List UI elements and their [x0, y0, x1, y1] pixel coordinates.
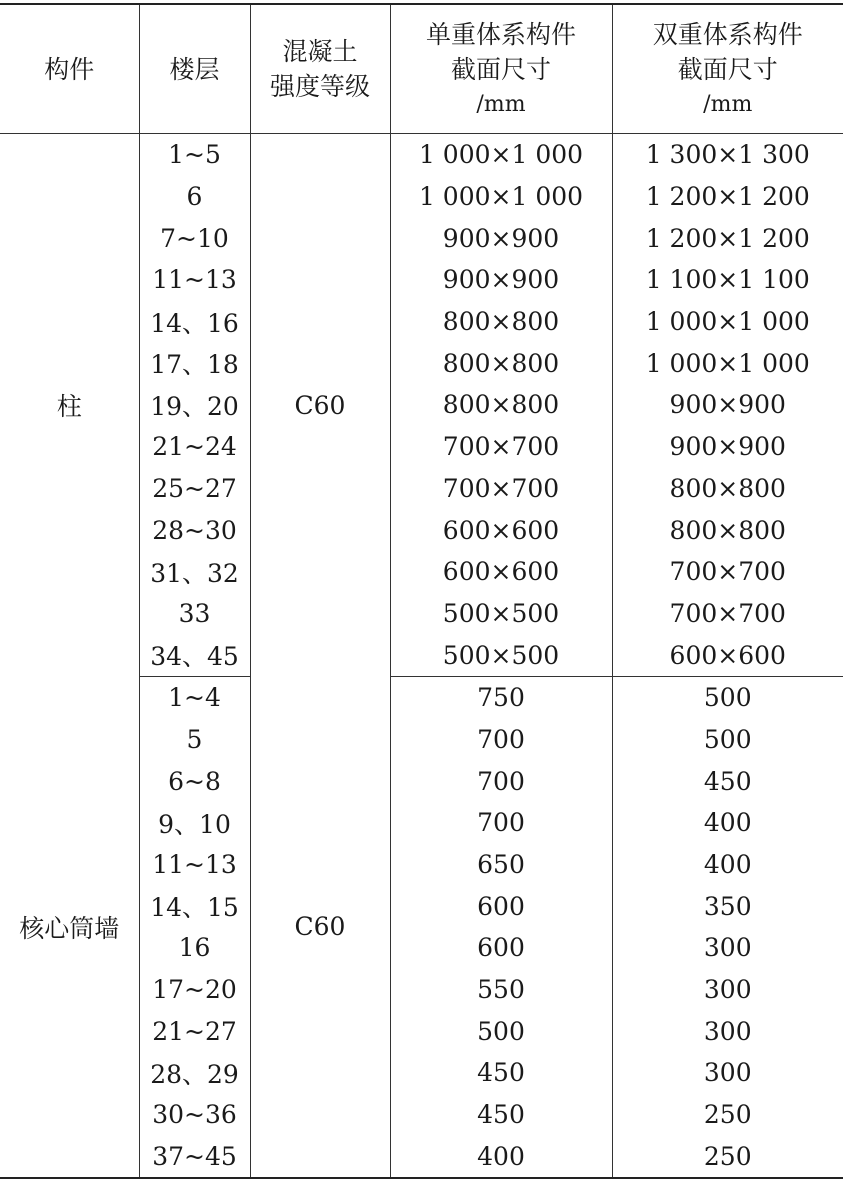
header-single-unit: /mm	[391, 87, 612, 122]
single-system-size-cell: 1 000×1 000	[390, 176, 612, 218]
dual-system-size-cell: 250	[612, 1094, 843, 1136]
component-cell: 核心筒墙	[0, 676, 139, 1178]
floor-cell: 37~45	[139, 1136, 250, 1179]
header-single-line2: 截面尺寸	[391, 52, 612, 87]
floor-cell: 11~13	[139, 844, 250, 886]
header-single-system	[390, 4, 612, 134]
floor-cell: 34、45	[139, 634, 250, 676]
single-system-size-cell: 550	[390, 969, 612, 1011]
floor-cell: 16	[139, 927, 250, 969]
single-system-size-cell: 500×500	[390, 634, 612, 676]
dual-system-size-cell: 400	[612, 802, 843, 844]
dual-system-size-cell: 1 000×1 000	[612, 342, 843, 384]
single-system-size-cell: 600×600	[390, 551, 612, 593]
single-system-size-cell: 900×900	[390, 259, 612, 301]
floor-cell: 14、16	[139, 301, 250, 343]
dual-system-size-cell: 500	[612, 676, 843, 718]
dual-system-size-cell: 1 000×1 000	[612, 301, 843, 343]
component-cell: 柱	[0, 134, 139, 677]
floor-cell: 31、32	[139, 551, 250, 593]
single-system-size-cell: 700×700	[390, 468, 612, 510]
single-system-size-cell: 700	[390, 760, 612, 802]
single-system-size-cell: 650	[390, 844, 612, 886]
header-row	[0, 4, 843, 134]
single-system-size-cell: 400	[390, 1136, 612, 1179]
floor-cell: 6	[139, 176, 250, 218]
header-floor: 楼层	[139, 4, 250, 134]
single-system-size-cell: 600	[390, 927, 612, 969]
header-dual-system	[612, 4, 843, 134]
floor-cell: 1~5	[139, 134, 250, 176]
single-system-size-cell: 700	[390, 802, 612, 844]
table-header	[0, 4, 843, 134]
table-body	[0, 134, 843, 1179]
header-single-line1: 单重体系构件	[391, 17, 612, 52]
floor-cell: 5	[139, 719, 250, 761]
floor-cell: 28~30	[139, 509, 250, 551]
floor-cell: 14、15	[139, 885, 250, 927]
table-row	[0, 676, 843, 718]
dual-system-size-cell: 700×700	[612, 551, 843, 593]
floor-cell: 7~10	[139, 217, 250, 259]
floor-cell: 11~13	[139, 259, 250, 301]
floor-cell: 28、29	[139, 1052, 250, 1094]
floor-cell: 30~36	[139, 1094, 250, 1136]
floor-cell: 21~24	[139, 426, 250, 468]
floor-cell: 17~20	[139, 969, 250, 1011]
floor-cell: 17、18	[139, 342, 250, 384]
single-system-size-cell: 600×600	[390, 509, 612, 551]
floor-cell: 1~4	[139, 676, 250, 718]
dual-system-size-cell: 1 100×1 100	[612, 259, 843, 301]
single-system-size-cell: 1 000×1 000	[390, 134, 612, 176]
floor-cell: 6~8	[139, 760, 250, 802]
floor-cell: 33	[139, 593, 250, 635]
dual-system-size-cell: 800×800	[612, 468, 843, 510]
dual-system-size-cell: 700×700	[612, 593, 843, 635]
dual-system-size-cell: 400	[612, 844, 843, 886]
dual-system-size-cell: 900×900	[612, 426, 843, 468]
single-system-size-cell: 900×900	[390, 217, 612, 259]
floor-cell: 25~27	[139, 468, 250, 510]
header-concrete-line1: 混凝土	[251, 34, 390, 69]
single-system-size-cell: 450	[390, 1094, 612, 1136]
dual-system-size-cell: 800×800	[612, 509, 843, 551]
dual-system-size-cell: 300	[612, 1010, 843, 1052]
single-system-size-cell: 600	[390, 885, 612, 927]
section-size-table	[0, 3, 843, 1179]
concrete-grade-cell: C60	[250, 676, 390, 1178]
floor-cell: 9、10	[139, 802, 250, 844]
header-concrete-line2: 强度等级	[251, 69, 390, 104]
header-component: 构件	[0, 4, 139, 134]
single-system-size-cell: 800×800	[390, 301, 612, 343]
floor-cell: 21~27	[139, 1010, 250, 1052]
floor-cell: 19、20	[139, 384, 250, 426]
dual-system-size-cell: 250	[612, 1136, 843, 1179]
table-row	[0, 134, 843, 176]
single-system-size-cell: 450	[390, 1052, 612, 1094]
header-dual-line2: 截面尺寸	[613, 52, 843, 87]
header-concrete-grade	[250, 4, 390, 134]
dual-system-size-cell: 1 200×1 200	[612, 217, 843, 259]
single-system-size-cell: 700	[390, 719, 612, 761]
single-system-size-cell: 500	[390, 1010, 612, 1052]
concrete-grade-cell: C60	[250, 134, 390, 677]
dual-system-size-cell: 300	[612, 969, 843, 1011]
dual-system-size-cell: 500	[612, 719, 843, 761]
single-system-size-cell: 500×500	[390, 593, 612, 635]
dual-system-size-cell: 450	[612, 760, 843, 802]
dual-system-size-cell: 350	[612, 885, 843, 927]
dual-system-size-cell: 300	[612, 927, 843, 969]
dual-system-size-cell: 600×600	[612, 634, 843, 676]
single-system-size-cell: 800×800	[390, 342, 612, 384]
single-system-size-cell: 800×800	[390, 384, 612, 426]
header-dual-unit: /mm	[613, 87, 843, 122]
single-system-size-cell: 750	[390, 676, 612, 718]
single-system-size-cell: 700×700	[390, 426, 612, 468]
dual-system-size-cell: 1 300×1 300	[612, 134, 843, 176]
dual-system-size-cell: 900×900	[612, 384, 843, 426]
dual-system-size-cell: 300	[612, 1052, 843, 1094]
header-dual-line1: 双重体系构件	[613, 17, 843, 52]
dual-system-size-cell: 1 200×1 200	[612, 176, 843, 218]
